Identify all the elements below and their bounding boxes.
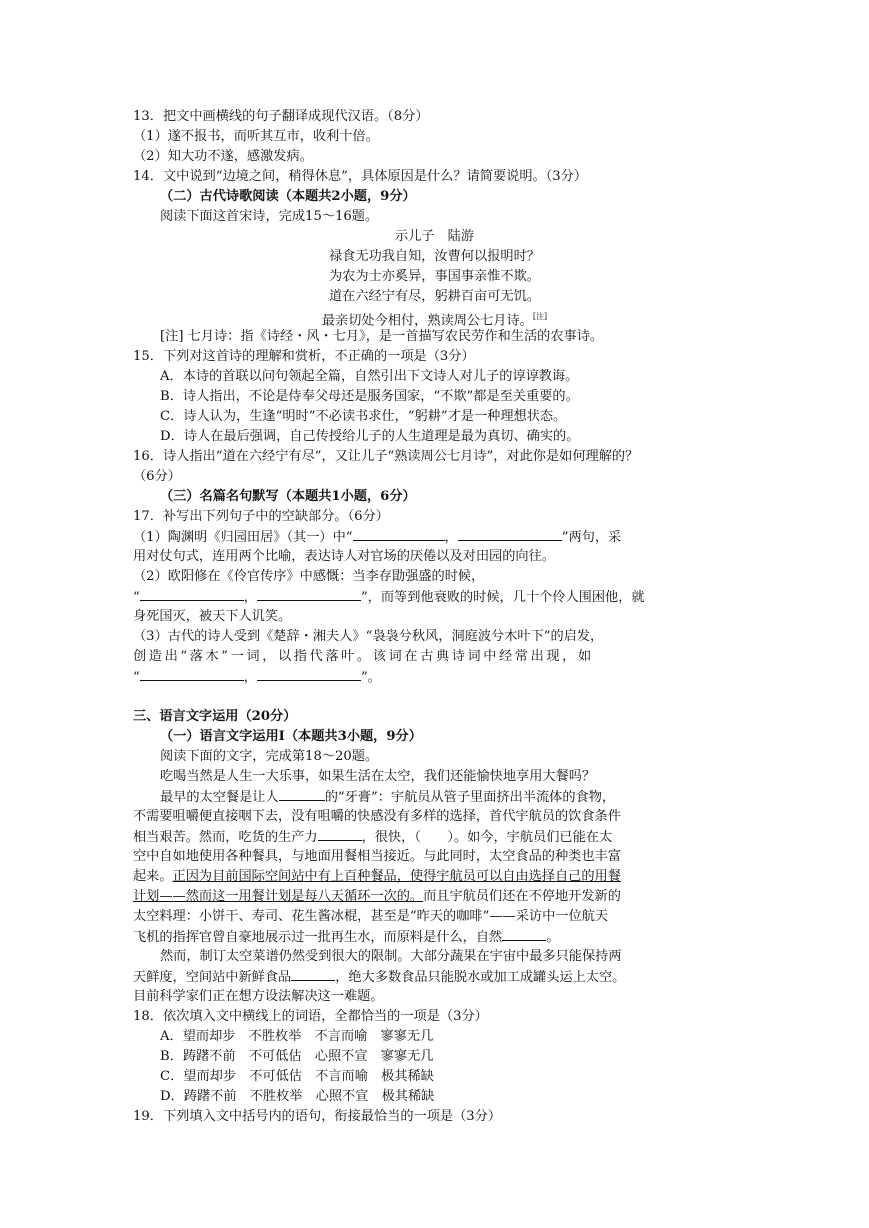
q15-stem: 15．下列对这首诗的理解和赏析，不正确的一项是（3分） <box>133 349 475 364</box>
underlined-sentence-cont: 计划——然而这一用餐计划是每八天循环一次的。 <box>133 889 424 904</box>
note-marker: [注] <box>532 312 548 321</box>
q17-part1-cont: 用对仗句式，连用两个比喻，表达诗人对官场的厌倦以及对田园的向往。 <box>133 549 555 564</box>
fill-blank[interactable] <box>291 967 335 981</box>
fill-blank[interactable] <box>353 527 445 541</box>
q17-part2-blanks: “ ， ”，而等到他衰败的时候，几十个伶人围困他，就 <box>133 587 741 608</box>
q18-option-c: C．望而却步 不可低估 不言而喻 极其稀缺 <box>160 1069 434 1084</box>
fill-blank[interactable] <box>140 587 244 601</box>
q18-option-a: A．望而却步 不胜枚举 不言而喻 寥寥无几 <box>160 1029 434 1044</box>
q17-stem: 17．补写出下列句子中的空缺部分。（6分） <box>133 509 389 524</box>
poem-line-2: 为农为士亦奚异，事国事亲惟不欺。 <box>329 269 540 284</box>
section-recitation-heading: （三）名篇名句默写（本题共1小题，6分） <box>160 489 416 504</box>
section-poetry-heading: （二）古代诗歌阅读（本题共2小题，9分） <box>160 189 416 204</box>
fill-blank[interactable] <box>140 667 244 681</box>
passage-para2-line4: 空中自如地使用各种餐具，与地面用餐相当接近。与此同时，太空食品的种类也丰富 <box>133 849 621 864</box>
q17-part3-cont: 创造出“落木”一词，以指代落叶。该词在古典诗词中经常出现，如 <box>133 649 594 664</box>
q18-stem: 18．依次填入文中横线上的词语，全都恰当的一项是（3分） <box>133 1009 488 1024</box>
q17-part1: （1）陶渊明《归园田居》（其一）中“ ， ”两句，采 <box>133 527 741 548</box>
q15-option-d: D．诗人在最后强调，自己传授给儿子的人生道理是最为真切、确实的。 <box>160 429 580 444</box>
poem-title: 示儿子 陆游 <box>394 229 475 244</box>
passage-para2-line2: 不需要咀嚼便直接咽下去，没有咀嚼的快感没有多样的选择，首代宇航员的饮食条件 <box>133 809 621 824</box>
q17-part2: （2）欧阳修在《伶官传序》中感慨：当李存勖强盛的时候， <box>133 569 485 584</box>
fill-blank[interactable] <box>279 787 325 801</box>
q14-stem: 14．文中说到“边境之间，稍得休息”，具体原因是什么？请简要说明。（3分） <box>133 169 588 184</box>
q19-stem: 19．下列填入文中括号内的语句，衔接最恰当的一项是（3分） <box>133 1109 502 1124</box>
fill-blank[interactable] <box>257 587 361 601</box>
passage-para2-line7: 太空料理：小饼干、寿司、花生酱冰棍，甚至是“昨天的咖啡”——采访中一位航天 <box>133 909 609 924</box>
q18-option-b: B．踌躇不前 不可低估 心照不宣 寥寥无几 <box>160 1049 434 1064</box>
q17-part3-blanks: “ ， ”。 <box>133 667 741 688</box>
poem-line-3: 道在六经宁有尽，躬耕百亩可无饥。 <box>329 289 540 304</box>
q16-stem: 16．诗人指出“道在六经宁有尽”，又让儿子“熟读周公七月诗”，对此你是如何理解的？ <box>133 449 639 464</box>
fill-blank[interactable] <box>257 667 361 681</box>
q15-option-b: B．诗人指出，不论是侍奉父母还是服务国家，“不欺”都是至关重要的。 <box>160 389 579 404</box>
q17-part3: （3）古代的诗人受到《楚辞・湘夫人》“袅袅兮秋风，洞庭波兮木叶下”的启发， <box>133 629 604 644</box>
q17-part2-cont: 身死国灭，被天下人讥笑。 <box>133 609 292 624</box>
poem-line-1: 禄食无功我自知，汝曹何以报明时？ <box>329 249 540 264</box>
passage-para2-line5: 起来。正因为目前国际空间站中有上百种餐品，使得宇航员可以自由选择自己的用餐 <box>133 869 621 884</box>
fill-blank[interactable] <box>458 527 562 541</box>
part3-heading: 三、语言文字运用（20分） <box>133 709 297 724</box>
passage-para2-line3: 相当艰苦。然而，吃货的生产力 ，很快，（ ）。如今，宇航员们已能在太 <box>133 827 741 848</box>
part3-intro: 阅读下面的文字，完成第18～20题。 <box>160 749 379 764</box>
underlined-sentence: 正因为目前国际空间站中有上百种餐品，使得宇航员可以自由选择自己的用餐 <box>172 869 621 884</box>
passage-para1: 吃喝当然是人生一大乐事，如果生活在太空，我们还能愉快地享用大餐吗？ <box>160 769 596 784</box>
poetry-intro: 阅读下面这首宋诗，完成15～16题。 <box>160 209 379 224</box>
passage-para2-line1: 最早的太空餐是让人 的“牙膏”：宇航员从管子里面挤出半流体的食物， <box>160 787 768 808</box>
q15-option-c: C．诗人认为，生逢“明时”不必读书求仕，“躬耕”才是一种理想状态。 <box>160 409 567 424</box>
q18-option-d: D．踌躇不前 不胜枚举 心照不宣 极其稀缺 <box>160 1089 435 1104</box>
q13-part1: （1）遂不报书，而听其互市，收利十倍。 <box>133 129 379 144</box>
passage-para3-line2: 天鲜度，空间站中新鲜食品 ，绝大多数食品只能脱水或加工成罐头运上太空。 <box>133 967 741 988</box>
passage-para2-line6: 计划——然而这一用餐计划是每八天循环一次的。而且宇航员们还在不停地开发新的 <box>133 889 621 904</box>
passage-para3-line3: 目前科学家们正在想方设法解决这一难题。 <box>133 989 384 1004</box>
poem-line-4-text: 最亲切处今相付，熟读周公七月诗。 <box>321 313 533 329</box>
q16-score: （6分） <box>133 469 181 484</box>
q13-part2: （2）知大功不遂，感激发病。 <box>133 149 313 164</box>
q13-title: 13．把文中画横线的句子翻译成现代汉语。（8分） <box>133 109 429 124</box>
passage-para3-line1: 然而，制订太空菜谱仍然受到很大的限制。大部分蔬果在宇宙中最多只能保持两 <box>160 949 622 964</box>
poem-note: [注] 七月诗：指《诗经・风・七月》，是一首描写农民劳作和生活的农事诗。 <box>160 329 604 344</box>
part3-subheading: （一）语言文字运用Ⅰ（本题共3小题，9分） <box>160 729 422 744</box>
q15-option-a: A．本诗的首联以问句领起全篇，自然引出下文诗人对儿子的谆谆教诲。 <box>160 369 579 384</box>
passage-para2-line8: 飞机的指挥官曾自豪地展示过一批再生水，而原料是什么，自然 。 <box>133 927 741 948</box>
fill-blank[interactable] <box>502 927 546 941</box>
fill-blank[interactable] <box>318 827 362 841</box>
